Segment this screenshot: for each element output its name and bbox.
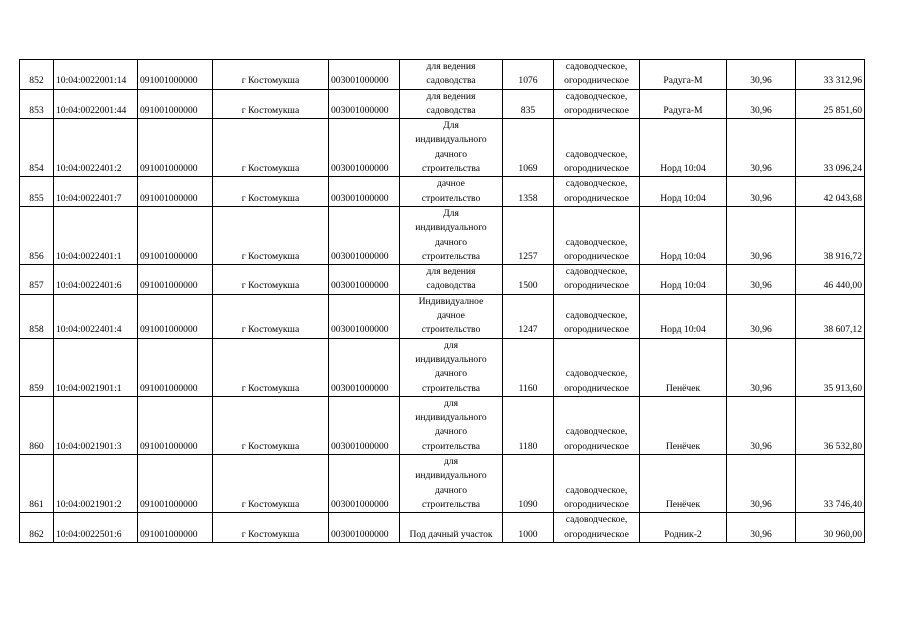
- cadastral-value: 42 043,68: [796, 177, 865, 207]
- permitted-use: Под дачный участок: [400, 513, 503, 543]
- okato-code: 091001000000: [138, 455, 213, 513]
- city-name: г Костомукша: [213, 60, 329, 90]
- specific-value-rate: 30,96: [727, 206, 796, 264]
- oktmo-code: 003001000000: [329, 265, 400, 295]
- table-row: [20, 338, 865, 396]
- table-row: [20, 455, 865, 513]
- cadastral-value: 33 096,24: [796, 119, 865, 177]
- land-category: садоводческое, огородническое: [554, 265, 640, 295]
- row-number: 854: [20, 119, 54, 177]
- row-number: 860: [20, 396, 54, 454]
- permitted-use: Для индивидуального дачного строительства: [400, 206, 503, 264]
- permitted-use: для индивидуального дачного строительства: [400, 338, 503, 396]
- land-category: садоводческое, огородническое: [554, 396, 640, 454]
- cadastral-value-table: [19, 59, 865, 543]
- table-row: [20, 119, 865, 177]
- permitted-use: для ведения садоводства: [400, 265, 503, 295]
- specific-value-rate: 30,96: [727, 177, 796, 207]
- table-row: [20, 513, 865, 543]
- specific-value-rate: 30,96: [727, 455, 796, 513]
- association-name: Пенёчек: [640, 455, 727, 513]
- okato-code: 091001000000: [138, 60, 213, 90]
- row-number: 862: [20, 513, 54, 543]
- city-name: г Костомукша: [213, 294, 329, 338]
- row-number: 858: [20, 294, 54, 338]
- city-name: г Костомукша: [213, 119, 329, 177]
- row-number: 852: [20, 60, 54, 90]
- okato-code: 091001000000: [138, 206, 213, 264]
- land-area: 1180: [503, 396, 554, 454]
- oktmo-code: 003001000000: [329, 455, 400, 513]
- table-row: [20, 396, 865, 454]
- cadastral-number: 10:04:0022501:6: [54, 513, 138, 543]
- land-category: садоводческое, огородническое: [554, 119, 640, 177]
- cadastral-value: 30 960,00: [796, 513, 865, 543]
- association-name: Норд 10:04: [640, 177, 727, 207]
- land-area: 1090: [503, 455, 554, 513]
- okato-code: 091001000000: [138, 513, 213, 543]
- land-area: 1069: [503, 119, 554, 177]
- city-name: г Костомукша: [213, 177, 329, 207]
- association-name: Радуга-М: [640, 89, 727, 119]
- association-name: Норд 10:04: [640, 206, 727, 264]
- okato-code: 091001000000: [138, 89, 213, 119]
- table-row: [20, 206, 865, 264]
- okato-code: 091001000000: [138, 177, 213, 207]
- okato-code: 091001000000: [138, 265, 213, 295]
- okato-code: 091001000000: [138, 338, 213, 396]
- specific-value-rate: 30,96: [727, 60, 796, 90]
- association-name: Норд 10:04: [640, 119, 727, 177]
- association-name: Пенёчек: [640, 396, 727, 454]
- city-name: г Костомукша: [213, 455, 329, 513]
- cadastral-number: 10:04:0021901:3: [54, 396, 138, 454]
- cadastral-number: 10:04:0022001:44: [54, 89, 138, 119]
- association-name: Радуга-М: [640, 60, 727, 90]
- permitted-use: для ведения садоводства: [400, 89, 503, 119]
- land-area: 1160: [503, 338, 554, 396]
- cadastral-value: 38 916,72: [796, 206, 865, 264]
- permitted-use: Индивидуалное дачное строительство: [400, 294, 503, 338]
- cadastral-number: 10:04:0022401:2: [54, 119, 138, 177]
- cadastral-value: 35 913,60: [796, 338, 865, 396]
- cadastral-number: 10:04:0022001:14: [54, 60, 138, 90]
- land-category: садоводческое, огородническое: [554, 513, 640, 543]
- permitted-use: для индивидуального дачного строительства: [400, 396, 503, 454]
- okato-code: 091001000000: [138, 119, 213, 177]
- land-area: 1247: [503, 294, 554, 338]
- land-area: 1358: [503, 177, 554, 207]
- row-number: 856: [20, 206, 54, 264]
- city-name: г Костомукша: [213, 513, 329, 543]
- cadastral-value: 33 746,40: [796, 455, 865, 513]
- city-name: г Костомукша: [213, 338, 329, 396]
- land-area: 1076: [503, 60, 554, 90]
- association-name: Пенёчек: [640, 338, 727, 396]
- land-category: садоводческое, огородническое: [554, 206, 640, 264]
- row-number: 855: [20, 177, 54, 207]
- okato-code: 091001000000: [138, 396, 213, 454]
- land-category: садоводческое, огородническое: [554, 294, 640, 338]
- cadastral-value: 36 532,80: [796, 396, 865, 454]
- table-row: [20, 89, 865, 119]
- cadastral-number: 10:04:0022401:4: [54, 294, 138, 338]
- cadastral-number: 10:04:0021901:2: [54, 455, 138, 513]
- oktmo-code: 003001000000: [329, 119, 400, 177]
- specific-value-rate: 30,96: [727, 513, 796, 543]
- oktmo-code: 003001000000: [329, 206, 400, 264]
- land-area: 1500: [503, 265, 554, 295]
- row-number: 861: [20, 455, 54, 513]
- table-row: [20, 177, 865, 207]
- okato-code: 091001000000: [138, 294, 213, 338]
- land-category: садоводческое, огородническое: [554, 455, 640, 513]
- cadastral-value: 38 607,12: [796, 294, 865, 338]
- association-name: Родник-2: [640, 513, 727, 543]
- cadastral-value: 46 440,00: [796, 265, 865, 295]
- oktmo-code: 003001000000: [329, 294, 400, 338]
- specific-value-rate: 30,96: [727, 294, 796, 338]
- cadastral-number: 10:04:0021901:1: [54, 338, 138, 396]
- permitted-use: дачное строительство: [400, 177, 503, 207]
- permitted-use: для ведения садоводства: [400, 60, 503, 90]
- oktmo-code: 003001000000: [329, 177, 400, 207]
- land-area: 1257: [503, 206, 554, 264]
- row-number: 853: [20, 89, 54, 119]
- land-area: 835: [503, 89, 554, 119]
- oktmo-code: 003001000000: [329, 513, 400, 543]
- permitted-use: Для индивидуального дачного строительства: [400, 119, 503, 177]
- city-name: г Костомукша: [213, 396, 329, 454]
- specific-value-rate: 30,96: [727, 265, 796, 295]
- oktmo-code: 003001000000: [329, 89, 400, 119]
- oktmo-code: 003001000000: [329, 396, 400, 454]
- land-category: садоводческое, огородническое: [554, 60, 640, 90]
- association-name: Норд 10:04: [640, 294, 727, 338]
- specific-value-rate: 30,96: [727, 396, 796, 454]
- row-number: 857: [20, 265, 54, 295]
- association-name: Норд 10:04: [640, 265, 727, 295]
- table-row: [20, 294, 865, 338]
- table-body: [20, 60, 865, 543]
- city-name: г Костомукша: [213, 265, 329, 295]
- city-name: г Костомукша: [213, 206, 329, 264]
- land-category: садоводческое, огородническое: [554, 89, 640, 119]
- cadastral-value: 25 851,60: [796, 89, 865, 119]
- cadastral-number: 10:04:0022401:1: [54, 206, 138, 264]
- permitted-use: для индивидуального дачного строительства: [400, 455, 503, 513]
- land-area: 1000: [503, 513, 554, 543]
- cadastral-number: 10:04:0022401:6: [54, 265, 138, 295]
- cadastral-number: 10:04:0022401:7: [54, 177, 138, 207]
- specific-value-rate: 30,96: [727, 119, 796, 177]
- specific-value-rate: 30,96: [727, 338, 796, 396]
- table-row: [20, 265, 865, 295]
- oktmo-code: 003001000000: [329, 60, 400, 90]
- cadastral-value: 33 312,96: [796, 60, 865, 90]
- table-row: [20, 60, 865, 90]
- land-category: садоводческое, огородническое: [554, 177, 640, 207]
- specific-value-rate: 30,96: [727, 89, 796, 119]
- city-name: г Костомукша: [213, 89, 329, 119]
- row-number: 859: [20, 338, 54, 396]
- oktmo-code: 003001000000: [329, 338, 400, 396]
- land-category: садоводческое, огородническое: [554, 338, 640, 396]
